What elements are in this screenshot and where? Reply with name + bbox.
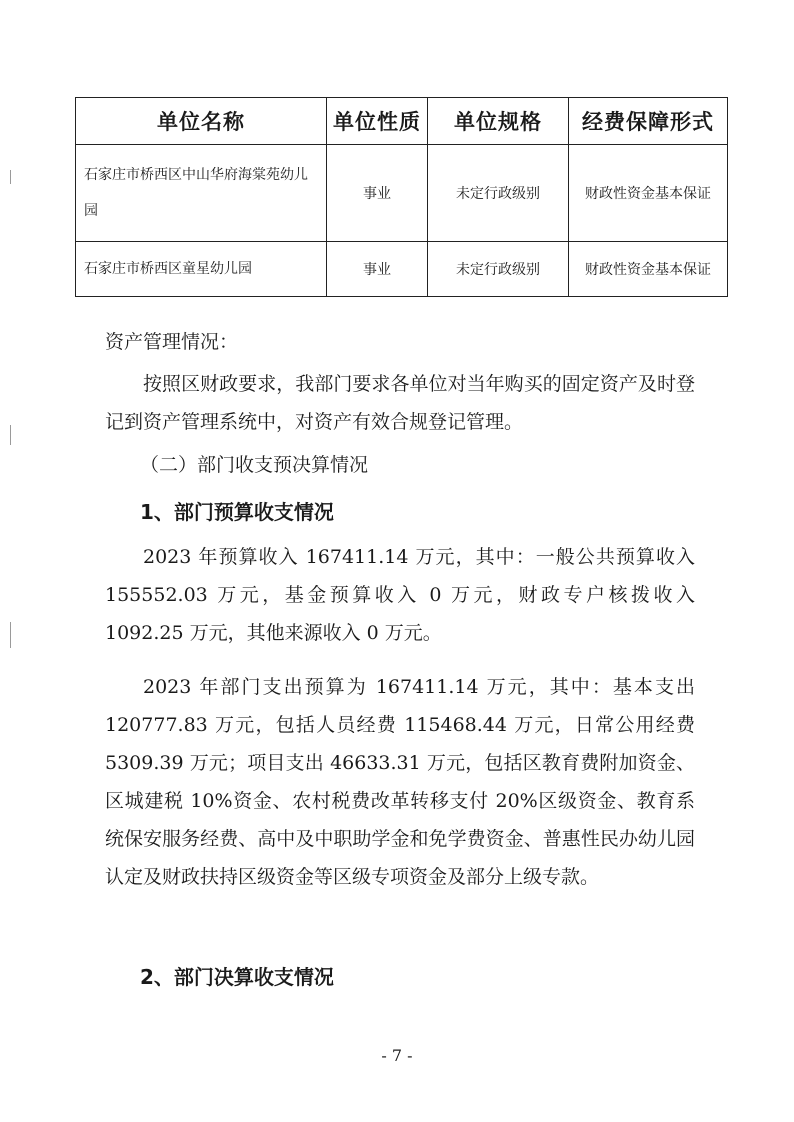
cell-funding-form: 财政性资金基本保证 [569, 242, 728, 297]
page-number: - 7 - [381, 1046, 413, 1065]
unit-table [75, 97, 728, 297]
cell-unit-nature: 事业 [327, 242, 428, 297]
cell-unit-nature: 事业 [327, 145, 428, 242]
asset-title: 资产管理情况： [105, 331, 239, 353]
subsection-heading-2: 2、部门决算收支情况 [140, 965, 334, 989]
asset-paragraph: 按照区财政要求，我部门要求各单位对当年购买的固定资产及时登记到资产管理系统中，对资产有效合规登记管理。 [105, 373, 695, 433]
header-unit-nature: 单位性质 [327, 98, 428, 145]
header-unit-level: 单位规格 [428, 98, 569, 145]
cell-funding-form: 财政性资金基本保证 [569, 145, 728, 242]
table-header-row [76, 98, 728, 145]
budget-income-paragraph: 2023 年预算收入 167411.14 万元，其中：一般公共预算收入 155552.03 万元，基金预算收入 0 万元，财政专户核拨收入 1092.25 万元，其他来源收入 0 万元。 [105, 546, 695, 644]
scan-mark [10, 170, 11, 184]
subsection-heading-1: 1、部门预算收支情况 [140, 500, 334, 524]
scan-mark [10, 622, 11, 648]
table-row [76, 242, 728, 297]
section-title: （二）部门收支预决算情况 [140, 454, 369, 476]
scan-mark [10, 425, 11, 445]
cell-unit-name: 石家庄市桥西区童星幼儿园 [76, 242, 327, 297]
header-unit-name: 单位名称 [76, 98, 327, 145]
budget-expense-paragraph: 2023 年部门支出预算为 167411.14 万元，其中：基本支出 120777.83 万元，包括人员经费 115468.44 万元，日常公用经费 5309.39 万元；项目支出 46633.31 万元，包括区教育费附加资金、区城建税 10%资金、农村税费改革转移支付 20%区级资金、教育系统保安服务经费、高中及中职助学金和免学费资金、普惠性民办幼儿园认定及财政扶持区级资金等区级专项资金及部分上级专款。 [105, 676, 695, 888]
header-funding-form: 经费保障形式 [569, 98, 728, 145]
table-row [76, 145, 728, 242]
cell-unit-name: 石家庄市桥西区中山华府海棠苑幼儿园 [76, 145, 327, 242]
cell-unit-level: 未定行政级别 [428, 145, 569, 242]
cell-unit-level: 未定行政级别 [428, 242, 569, 297]
